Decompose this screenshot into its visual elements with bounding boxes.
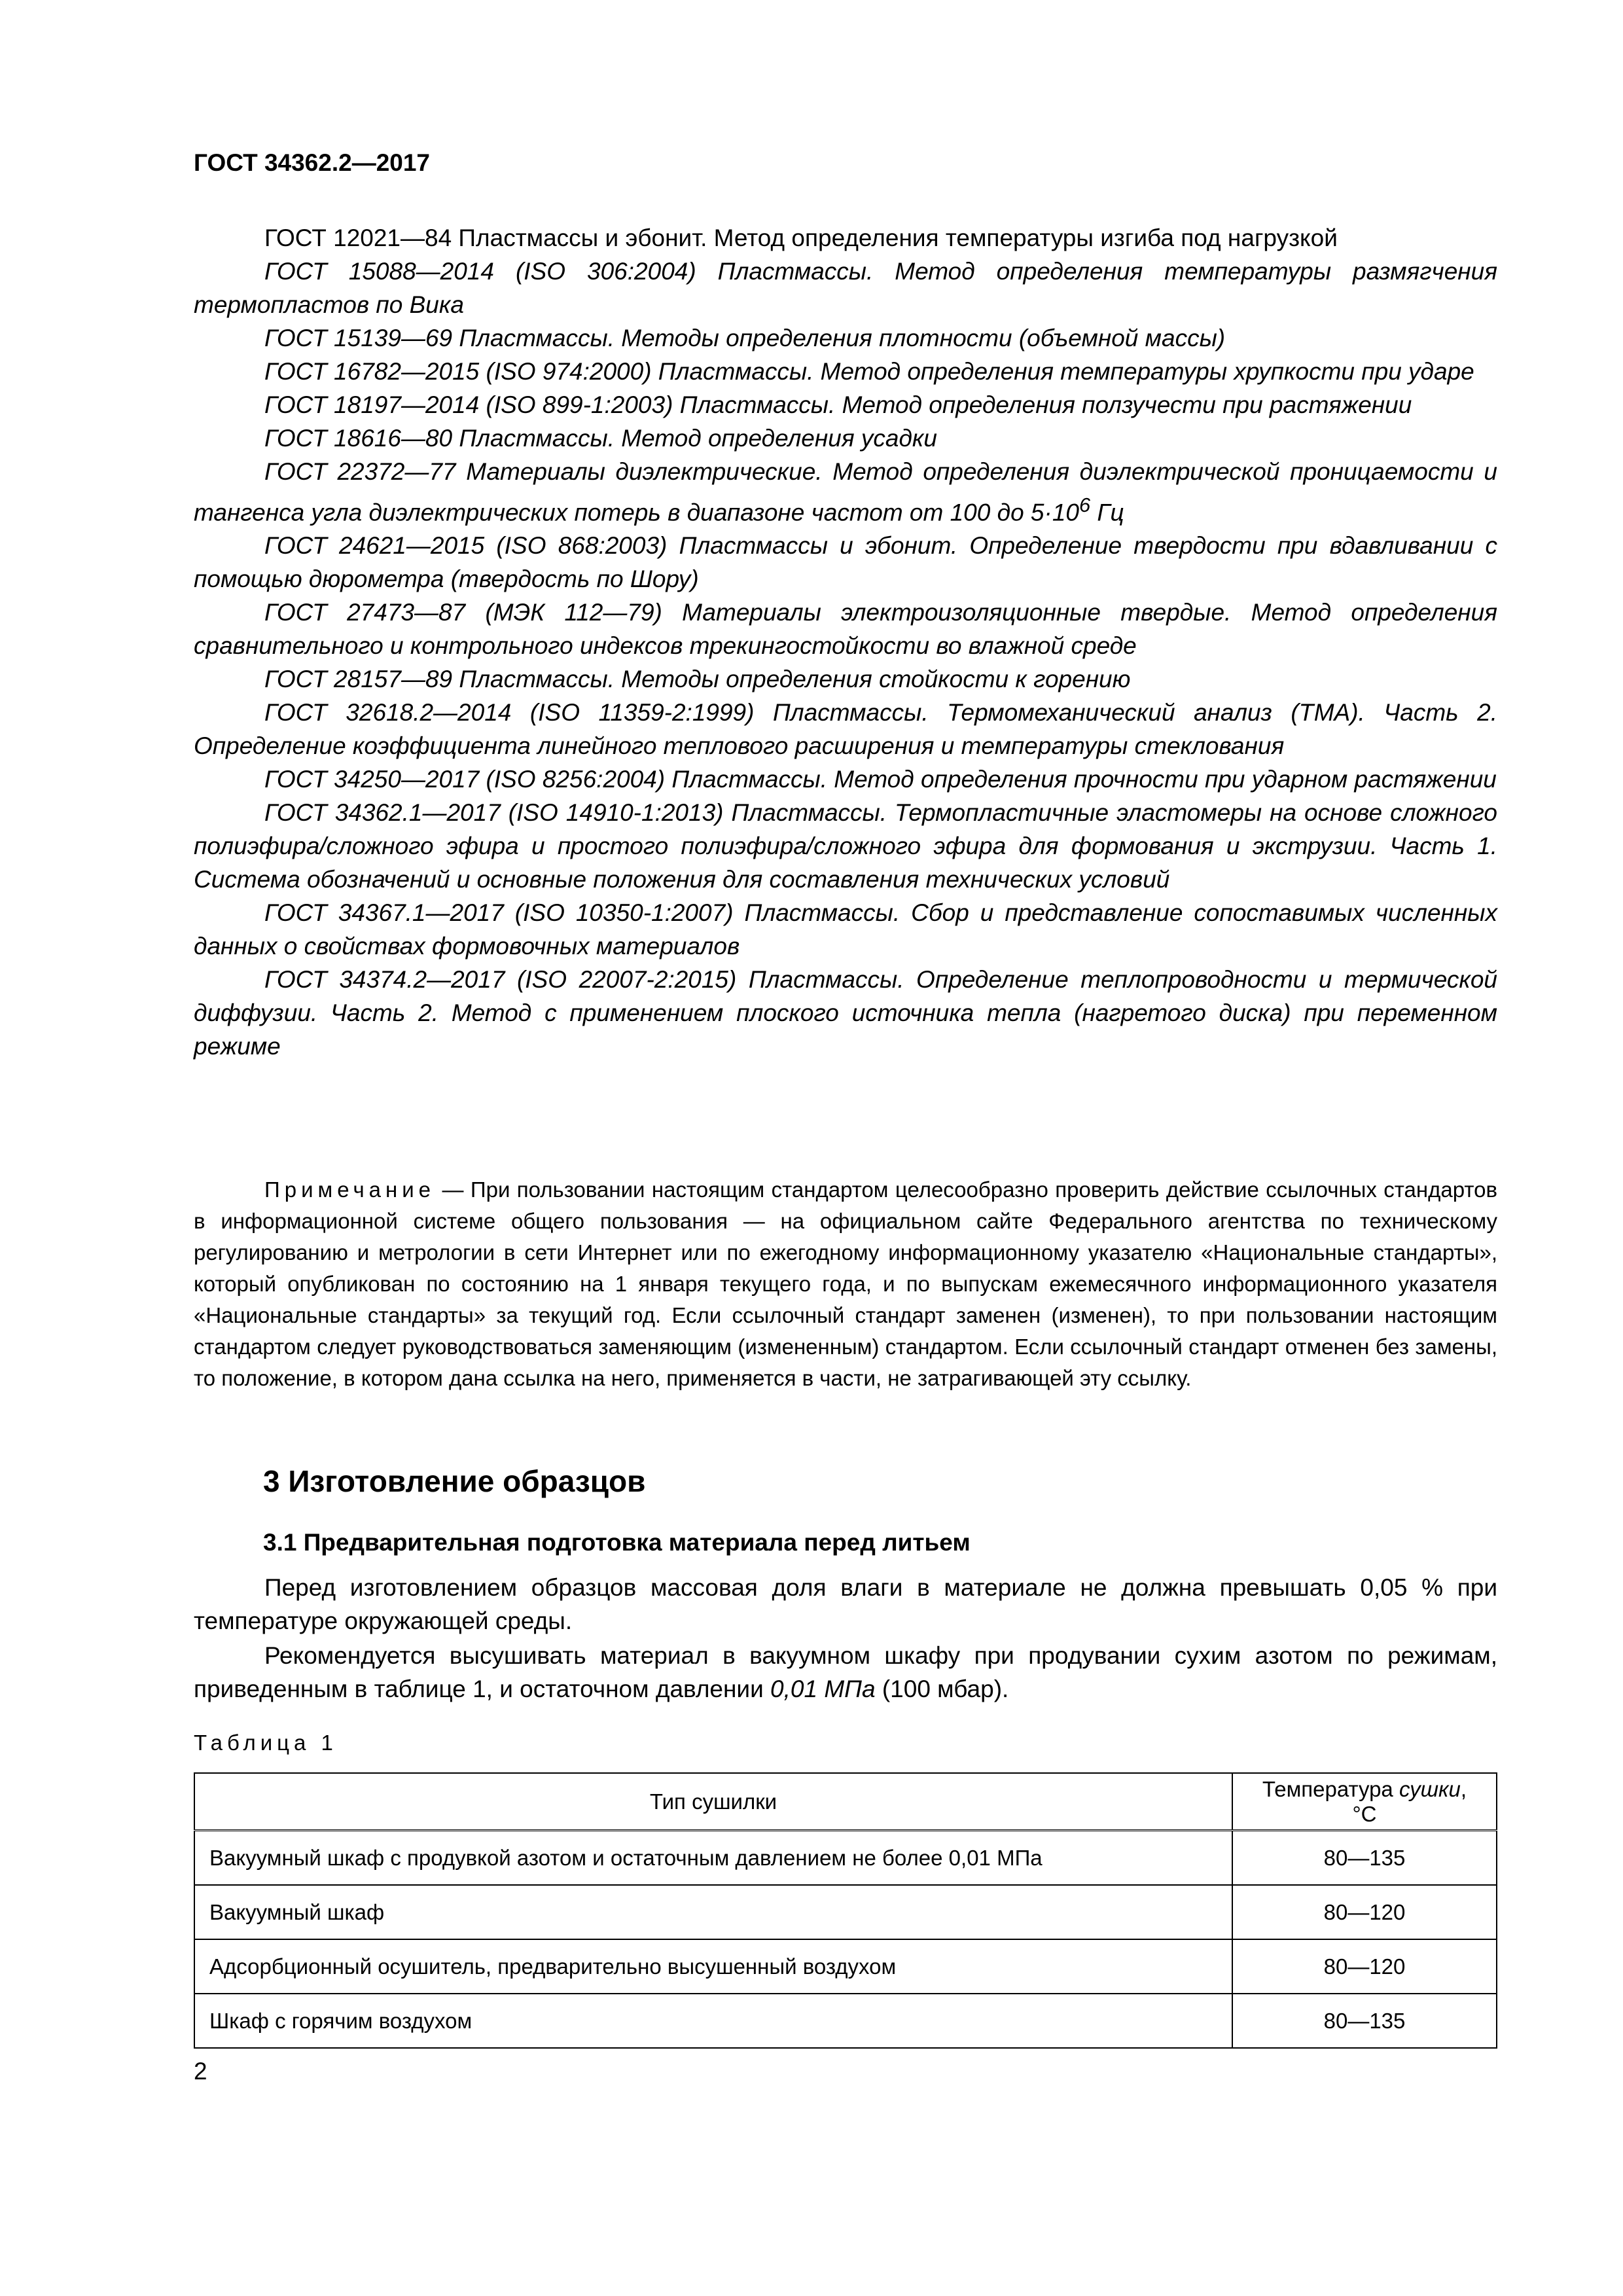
paragraph: Перед изготовлением образцов массовая доля влаги в материале не должна превышать 0,05 % при температуре окружающей среды. bbox=[194, 1574, 1497, 1634]
dryer-type-cell: Вакуумный шкаф bbox=[194, 1885, 1232, 1939]
paragraph: Рекомендуется высушивать материал в вакуумном шкафу при продувании сухим азотом по режимам, приведенным в таблице 1, и остаточном давлении 0,01 МПа (100 мбар). bbox=[194, 1642, 1497, 1702]
temperature-cell: 80—120 bbox=[1232, 1885, 1497, 1939]
table-caption: Таблица 1 bbox=[194, 1731, 338, 1755]
dryer-type-cell: Адсорбционный осушитель, предварительно высушенный воздухом bbox=[194, 1939, 1232, 1994]
note-label: Примечание bbox=[264, 1177, 436, 1202]
reference-item: ГОСТ 24621—2015 (ISO 868:2003) Пластмассы и эбонит. Определение твердости при вдавливании с помощью дюрометра (твердость по Шору) bbox=[194, 532, 1497, 593]
temperature-cell: 80—135 bbox=[1232, 1831, 1497, 1886]
column-header: Температура сушки, °С bbox=[1232, 1773, 1497, 1831]
section-body bbox=[194, 1571, 1497, 1707]
table-header-row bbox=[194, 1773, 1497, 1831]
section-title: 3 Изготовление образцов bbox=[263, 1464, 646, 1498]
reference-item: ГОСТ 12021—84 Пластмассы и эбонит. Метод определения температуры изгиба под нагрузкой bbox=[264, 224, 1338, 251]
table-row bbox=[194, 1885, 1497, 1939]
reference-item: ГОСТ 34362.1—2017 (ISO 14910-1:2013) Пластмассы. Термопластичные эластомеры на основе сложного полиэфира/сложного эфира и простого полиэфира/сложного эфира для формования и экструзии. Часть 1. Система обозначений и основные положения для составления технических условий bbox=[194, 799, 1497, 893]
dryer-type-cell: Шкаф с горячим воздухом bbox=[194, 1994, 1232, 2048]
reference-item: ГОСТ 22372—77 Материалы диэлектрические. Метод определения диэлектрической проницаемости и тангенса угла диэлектрических потерь в диапазоне частот от 100 до $5\cdot 10^6$ Гц bbox=[194, 458, 1497, 526]
reference-item: ГОСТ 28157—89 Пластмассы. Методы определения стойкости к горению bbox=[264, 666, 1131, 693]
temperature-cell: 80—135 bbox=[1232, 1994, 1497, 2048]
normative-references bbox=[194, 221, 1497, 1063]
reference-item: ГОСТ 18197—2014 (ISO 899-1:2003) Пластмассы. Метод определения ползучести при растяжении bbox=[264, 391, 1412, 418]
subsection-title: 3.1 Предварительная подготовка материала перед литьем bbox=[263, 1529, 971, 1556]
reference-item: ГОСТ 34367.1—2017 (ISO 10350-1:2007) Пластмассы. Сбор и представление сопоставимых численных данных о свойствах формовочных материалов bbox=[194, 899, 1497, 960]
dryer-type-cell: Вакуумный шкаф с продувкой азотом и остаточным давлением не более 0,01 МПа bbox=[194, 1831, 1232, 1886]
reference-item: ГОСТ 15088—2014 (ISO 306:2004) Пластмассы. Метод определения температуры размягчения термопластов по Вика bbox=[194, 258, 1497, 318]
reference-item: ГОСТ 34374.2—2017 (ISO 22007-2:2015) Пластмассы. Определение теплопроводности и термической диффузии. Часть 2. Метод с применением плоского источника тепла (нагретого диска) при переменном режиме bbox=[194, 966, 1498, 1060]
document-header: ГОСТ 34362.2—2017 bbox=[194, 149, 431, 176]
table-row bbox=[194, 1939, 1497, 1994]
temperature-cell: 80—120 bbox=[1232, 1939, 1497, 1994]
note bbox=[194, 1174, 1497, 1394]
table-row bbox=[194, 1831, 1497, 1886]
reference-item: ГОСТ 15139—69 Пластмассы. Методы определения плотности (объемной массы) bbox=[264, 325, 1226, 351]
table-row bbox=[194, 1994, 1497, 2048]
reference-item: ГОСТ 16782—2015 (ISO 974:2000) Пластмассы. Метод определения температуры хрупкости при ударе bbox=[264, 358, 1474, 385]
page-number: 2 bbox=[194, 2058, 207, 2085]
reference-item: ГОСТ 32618.2—2014 (ISO 11359-2:1999) Пластмассы. Термомеханический анализ (ТМА). Часть 2. Определение коэффициента линейного теплового расширения и температуры стеклования bbox=[194, 699, 1497, 760]
reference-item: ГОСТ 34250—2017 (ISO 8256:2004) Пластмассы. Метод определения прочности при ударном растяжении bbox=[264, 766, 1497, 793]
note-text: — При пользовании настоящим стандартом целесообразно проверить действие ссылочных стандартов в информационной системе общего пользования — на официальном сайте Федерального агентства по техническому регулированию и метрологии в сети Интернет или по ежегодному информационному указателю «Национальные стандарты», который опубликован по состоянию на 1 января текущего года, и по выпускам ежемесячного информационного указателя «Национальные стандарты» за текущий год. Если ссылочный стандарт заменен (изменен), то при пользовании настоящим стандартом следует руководствоваться заменяющим (измененным) стандартом. Если ссылочный стандарт отменен без замены, то положение, в котором дана ссылка на него, применяется в части, не затрагивающей эту ссылку. bbox=[194, 1177, 1497, 1390]
reference-item: ГОСТ 18616—80 Пластмассы. Метод определения усадки bbox=[264, 425, 937, 452]
column-header: Тип сушилки bbox=[194, 1773, 1232, 1831]
drying-table bbox=[194, 1772, 1497, 2049]
reference-item: ГОСТ 27473—87 (МЭК 112—79) Материалы электроизоляционные твердые. Метод определения сравнительного и контрольного индексов трекингостойкости во влажной среде bbox=[194, 599, 1498, 660]
